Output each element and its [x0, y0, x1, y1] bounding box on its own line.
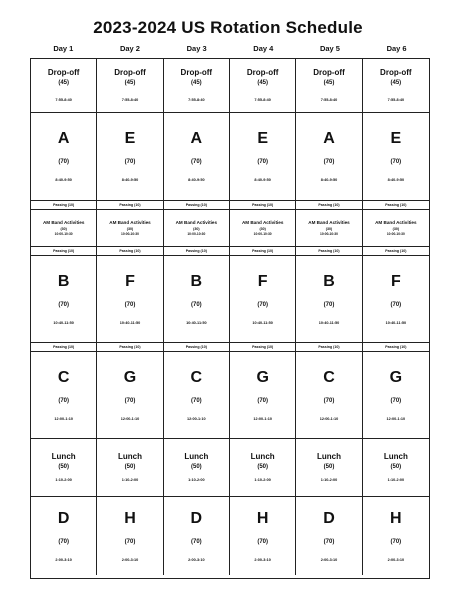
passing-cell: Passing (10)	[164, 343, 230, 352]
duration-minutes: (30)	[193, 227, 200, 232]
block-name: Lunch	[250, 451, 275, 461]
time-range: 2:00-3:10	[254, 557, 271, 562]
passing-cell: Passing (10)	[363, 201, 429, 210]
period-cell	[164, 497, 230, 575]
time-range: 10:00-10:30	[54, 232, 73, 237]
period-letter: F	[257, 272, 268, 290]
time-range: 8:40-9:50	[320, 178, 338, 182]
time-range: 10:40-11:50	[119, 320, 141, 325]
duration-minutes: (70)	[323, 301, 335, 308]
time-range: 1:10-2:00	[254, 478, 271, 483]
lunch-cell	[230, 439, 296, 497]
duration-minutes: (70)	[390, 538, 402, 545]
duration-minutes: (30)	[392, 227, 400, 232]
day-header: Day 6	[386, 44, 407, 53]
time-range: 8:40-9:50	[254, 178, 271, 182]
duration-minutes: (70)	[58, 397, 69, 404]
block-name: Drop-off	[246, 67, 279, 77]
duration-minutes: (45)	[58, 80, 69, 87]
band-cell	[230, 210, 296, 247]
block-name: AM Band Activities	[308, 219, 350, 225]
duration-minutes: (50)	[323, 464, 335, 471]
time-range: 10:40-11:50	[252, 320, 273, 325]
time-range: 7:55-8:40	[387, 98, 405, 103]
schedule-table	[30, 58, 430, 579]
passing-cell: Passing (10)	[296, 343, 362, 352]
drop-cell	[164, 59, 230, 113]
duration-minutes: (70)	[58, 538, 69, 545]
period-letter: C	[323, 368, 335, 386]
duration-minutes: (30)	[126, 227, 134, 232]
period-letter: D	[323, 509, 335, 527]
period-letter: E	[390, 130, 402, 147]
duration-minutes: (70)	[58, 301, 69, 308]
period-letter: B	[57, 272, 70, 290]
drop-cell	[31, 59, 97, 113]
period-cell	[296, 497, 362, 575]
duration-minutes: (70)	[190, 538, 202, 545]
period-letter: D	[57, 509, 70, 527]
lunch-cell	[164, 439, 230, 497]
period-letter: F	[125, 272, 135, 290]
lunch-cell	[97, 439, 163, 497]
period-cell	[363, 352, 429, 439]
block-name: Drop-off	[313, 67, 345, 77]
duration-minutes: (70)	[390, 397, 402, 404]
day-header: Day 2	[119, 44, 140, 53]
time-range: 12:00-1:10	[319, 416, 339, 421]
period-cell	[164, 352, 230, 439]
time-range: 1:10-2:00	[320, 478, 338, 483]
time-range: 10:40-11:50	[318, 320, 340, 325]
time-range: 2:00-3:10	[121, 557, 139, 562]
band-cell	[296, 210, 362, 247]
duration-minutes: (45)	[323, 80, 335, 87]
time-range: 2:00-3:10	[320, 557, 338, 562]
period-letter: E	[257, 130, 268, 147]
period-letter: F	[390, 272, 401, 290]
day-header: Day 4	[253, 44, 274, 53]
time-range: 7:55-8:40	[254, 98, 271, 103]
duration-minutes: (50)	[58, 464, 69, 471]
passing-cell: Passing (10)	[230, 343, 296, 352]
period-cell	[97, 256, 163, 343]
duration-minutes: (70)	[190, 397, 202, 404]
duration-minutes: (45)	[124, 80, 136, 87]
period-letter: D	[190, 509, 203, 527]
duration-minutes: (70)	[323, 397, 335, 404]
duration-minutes: (30)	[259, 227, 266, 232]
time-range: 10:40-11:50	[385, 320, 407, 325]
passing-cell: Passing (10)	[31, 247, 97, 256]
band-cell	[363, 210, 429, 247]
drop-cell	[363, 59, 429, 113]
duration-minutes: (50)	[390, 464, 402, 471]
time-range: 12:00-1:10	[253, 416, 272, 421]
block-name: Lunch	[51, 451, 76, 461]
block-name: Lunch	[184, 451, 209, 461]
period-letter: A	[57, 130, 70, 147]
passing-cell: Passing (10)	[230, 247, 296, 256]
time-range: 10:00-10:30	[187, 232, 206, 237]
period-cell	[164, 256, 230, 343]
period-cell	[296, 113, 362, 201]
duration-minutes: (70)	[190, 301, 202, 308]
passing-cell: Passing (10)	[31, 201, 97, 210]
duration-minutes: (70)	[257, 301, 268, 308]
time-range: 1:10-2:00	[121, 478, 139, 483]
period-letter: G	[256, 368, 269, 386]
time-range: 7:55-8:40	[320, 98, 338, 103]
time-range: 1:10-2:00	[188, 478, 205, 483]
period-cell	[296, 352, 362, 439]
duration-minutes: (70)	[323, 538, 335, 545]
period-cell	[97, 113, 163, 201]
block-name: Lunch	[316, 451, 341, 461]
block-name: Drop-off	[47, 67, 80, 77]
block-name: Drop-off	[114, 67, 146, 77]
passing-cell: Passing (10)	[164, 247, 230, 256]
duration-minutes: (70)	[257, 538, 268, 545]
period-letter: B	[323, 272, 335, 290]
block-name: Drop-off	[180, 67, 213, 77]
duration-minutes: (45)	[257, 80, 268, 87]
passing-cell: Passing (10)	[363, 343, 429, 352]
day-header: Day 5	[319, 44, 340, 53]
period-cell	[363, 497, 429, 575]
lunch-cell	[363, 439, 429, 497]
block-name: AM Band Activities	[109, 219, 151, 225]
time-range: 12:00-1:10	[386, 416, 406, 421]
period-cell	[97, 497, 163, 575]
period-cell	[230, 352, 296, 439]
passing-cell: Passing (10)	[230, 201, 296, 210]
time-range: 10:00-10:30	[253, 232, 272, 237]
passing-cell: Passing (10)	[97, 247, 163, 256]
duration-minutes: (50)	[124, 464, 136, 471]
time-range: 7:55-8:40	[188, 98, 205, 103]
period-letter: A	[190, 130, 203, 147]
passing-cell: Passing (10)	[97, 343, 163, 352]
time-range: 8:40-9:50	[121, 178, 139, 182]
period-letter: H	[256, 509, 269, 527]
lunch-cell	[31, 439, 97, 497]
period-cell	[31, 256, 97, 343]
duration-minutes: (70)	[190, 159, 202, 165]
duration-minutes: (70)	[124, 538, 136, 545]
drop-cell	[97, 59, 163, 113]
time-range: 10:40-11:50	[53, 320, 74, 325]
period-cell	[230, 497, 296, 575]
day-header: Day 3	[186, 44, 207, 53]
time-range: 7:55-8:40	[55, 98, 72, 103]
passing-cell: Passing (10)	[164, 201, 230, 210]
duration-minutes: (30)	[60, 227, 67, 232]
time-range: 10:40-11:50	[186, 320, 207, 325]
duration-minutes: (50)	[190, 464, 202, 471]
time-range: 7:55-8:40	[121, 98, 139, 103]
time-range: 10:00-10:30	[386, 232, 405, 237]
period-cell	[97, 352, 163, 439]
duration-minutes: (70)	[58, 159, 69, 165]
duration-minutes: (70)	[124, 301, 136, 308]
duration-minutes: (70)	[257, 397, 268, 404]
period-letter: E	[124, 130, 136, 147]
time-range: 2:00-3:10	[188, 557, 205, 562]
duration-minutes: (70)	[257, 159, 268, 165]
duration-minutes: (45)	[390, 80, 402, 87]
period-cell	[230, 113, 296, 201]
block-name: AM Band Activities	[375, 219, 417, 225]
duration-minutes: (70)	[323, 159, 335, 165]
lunch-cell	[296, 439, 362, 497]
block-name: Drop-off	[380, 67, 412, 77]
block-name: Lunch	[383, 451, 408, 461]
period-letter: H	[124, 509, 136, 527]
day-header-row	[30, 44, 430, 53]
drop-cell	[230, 59, 296, 113]
day-header: Day 1	[53, 44, 74, 53]
period-letter: C	[190, 368, 203, 386]
period-letter: C	[57, 368, 70, 386]
period-letter: B	[190, 272, 203, 290]
time-range: 12:00-1:10	[187, 416, 206, 421]
time-range: 1:10-2:00	[55, 478, 72, 483]
time-range: 8:40-9:50	[55, 178, 72, 182]
duration-minutes: (45)	[190, 80, 202, 87]
passing-cell: Passing (10)	[363, 247, 429, 256]
block-name: AM Band Activities	[42, 219, 85, 225]
passing-cell: Passing (10)	[296, 247, 362, 256]
time-range: 12:00-1:10	[120, 416, 140, 421]
period-letter: H	[390, 509, 402, 527]
period-cell	[230, 256, 296, 343]
time-range: 2:00-3:10	[387, 557, 405, 562]
period-cell	[31, 352, 97, 439]
duration-minutes: (70)	[124, 159, 136, 165]
time-range: 10:00-10:30	[121, 232, 139, 237]
duration-minutes: (70)	[390, 301, 402, 308]
block-name: AM Band Activities	[241, 219, 284, 225]
duration-minutes: (50)	[257, 464, 268, 471]
period-cell	[164, 113, 230, 201]
period-cell	[363, 113, 429, 201]
duration-minutes: (70)	[124, 397, 136, 404]
drop-cell	[296, 59, 362, 113]
period-cell	[31, 497, 97, 575]
period-letter: G	[389, 368, 403, 386]
time-range: 10:00-10:30	[320, 232, 338, 237]
period-cell	[363, 256, 429, 343]
block-name: AM Band Activities	[175, 219, 218, 225]
period-cell	[296, 256, 362, 343]
duration-minutes: (70)	[390, 159, 402, 165]
time-range: 8:40-9:50	[188, 178, 205, 182]
passing-cell: Passing (10)	[97, 201, 163, 210]
period-letter: A	[323, 130, 335, 147]
passing-cell: Passing (10)	[296, 201, 362, 210]
band-cell	[164, 210, 230, 247]
block-name: Lunch	[117, 451, 142, 461]
period-cell	[31, 113, 97, 201]
time-range: 12:00-1:10	[54, 416, 73, 421]
time-range: 8:40-9:50	[387, 178, 405, 182]
period-letter: G	[123, 368, 137, 386]
band-cell	[97, 210, 163, 247]
page-title: 2023-2024 US Rotation Schedule	[93, 18, 363, 37]
time-range: 2:00-3:10	[55, 557, 72, 562]
duration-minutes: (30)	[325, 227, 333, 232]
band-cell	[31, 210, 97, 247]
time-range: 1:10-2:00	[387, 478, 405, 483]
passing-cell: Passing (10)	[31, 343, 97, 352]
